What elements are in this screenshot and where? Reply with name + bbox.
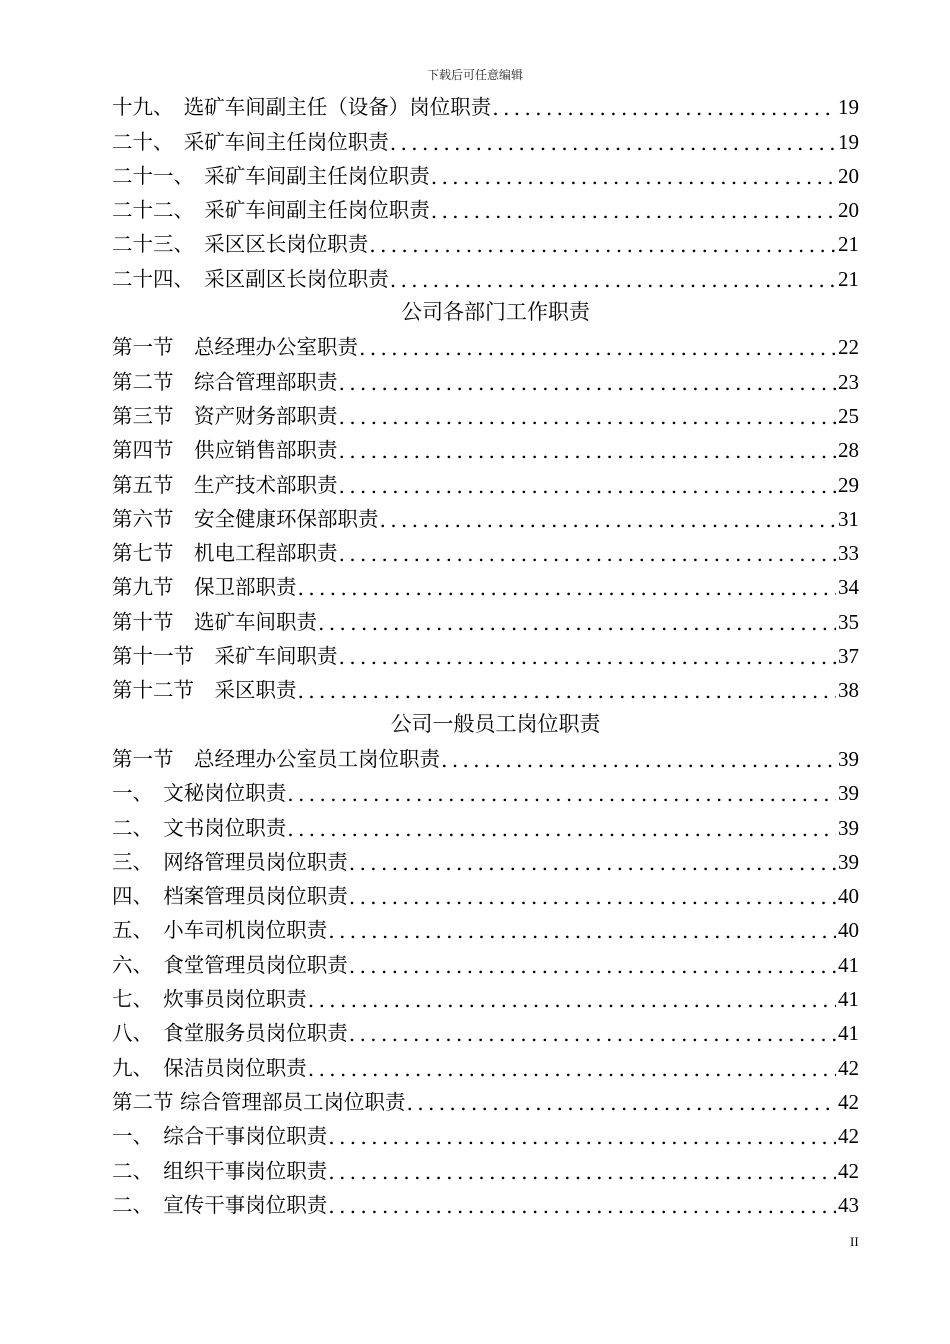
toc-entry[interactable] [112, 566, 859, 600]
toc-leader-dots [430, 199, 836, 223]
toc-leader-dots [406, 1091, 836, 1115]
toc-entry[interactable] [112, 1149, 859, 1183]
toc-entry[interactable] [112, 875, 859, 909]
toc-section-heading [112, 703, 859, 737]
toc-entry-page: 39 [838, 815, 859, 840]
toc-entry[interactable] [112, 360, 859, 394]
toc-entry[interactable] [112, 120, 859, 154]
toc-entry[interactable] [112, 155, 859, 189]
toc-entry-title: 二十一、 采矿车间副主任岗位职责 [112, 163, 430, 188]
toc-entry-title: 三、 网络管理员岗位职责 [112, 849, 348, 874]
toc-entry-title: 八、 食堂服务员岗位职责 [112, 1021, 348, 1046]
toc-leader-dots [338, 439, 837, 463]
toc-entry-title: 第二节 综合管理部职责 [112, 369, 338, 394]
toc-entry-page: 19 [838, 129, 859, 154]
toc-entry[interactable] [112, 909, 859, 943]
toc-entry-page: 40 [838, 918, 859, 943]
toc-entry[interactable] [112, 429, 859, 463]
toc-entry[interactable] [112, 1012, 859, 1046]
toc-entry-page: 42 [838, 1158, 859, 1183]
toc-entry[interactable] [112, 326, 859, 360]
toc-entry[interactable] [112, 189, 859, 223]
toc-entry[interactable] [112, 772, 859, 806]
toc-section-heading [112, 292, 859, 326]
toc-entry-page: 29 [838, 472, 859, 497]
toc-entry[interactable] [112, 395, 859, 429]
toc-entry[interactable] [112, 223, 859, 257]
toc-entry-title: 一、 综合干事岗位职责 [112, 1124, 328, 1149]
toc-entry[interactable] [112, 257, 859, 291]
toc-entry[interactable] [112, 1046, 859, 1080]
toc-leader-dots [491, 96, 836, 120]
toc-entry-page: 38 [838, 678, 859, 703]
toc-entry[interactable] [112, 738, 859, 772]
toc-leader-dots [307, 988, 836, 1012]
page-header: 下载后可任意编辑 [426, 68, 523, 82]
toc-leader-dots [389, 268, 836, 292]
toc-entry[interactable] [112, 806, 859, 840]
toc-entry[interactable] [112, 532, 859, 566]
toc-entry-page: 33 [838, 541, 859, 566]
toc-leader-dots [348, 885, 836, 909]
footer-page-number: II [850, 1234, 859, 1249]
toc-entry[interactable] [112, 841, 859, 875]
toc-entry[interactable] [112, 463, 859, 497]
toc-entry[interactable] [112, 86, 859, 120]
toc-leader-dots [368, 233, 836, 257]
toc-entry[interactable] [112, 943, 859, 977]
toc-entry-title: 第四节 供应销售部职责 [112, 438, 338, 463]
toc-leader-dots [358, 336, 836, 360]
toc-entry-title: 第十节 选矿车间职责 [112, 609, 317, 634]
toc-entry-title: 第七节 机电工程部职责 [112, 541, 338, 566]
toc-entry-title: 十九、 选矿车间副主任（设备）岗位职责 [112, 95, 492, 120]
toc-entry-title: 第一节 总经理办公室员工岗位职责 [112, 746, 440, 771]
toc-leader-dots [379, 508, 837, 532]
toc-entry-title: 第九节 保卫部职责 [112, 575, 297, 600]
toc-entry-title: 第二节 综合管理部员工岗位职责 [112, 1089, 406, 1114]
toc-leader-dots [327, 1194, 836, 1218]
toc-entry-title: 二十二、 采矿车间副主任岗位职责 [112, 198, 430, 223]
toc-entry-title: 二、 文书岗位职责 [112, 815, 287, 840]
toc-leader-dots [389, 131, 836, 155]
toc-leader-dots [327, 1125, 836, 1149]
toc-leader-dots [297, 679, 837, 703]
toc-entry-page: 42 [838, 1055, 859, 1080]
toc-entry[interactable] [112, 600, 859, 634]
toc-leader-dots [338, 474, 837, 498]
toc-entry-page: 23 [838, 369, 859, 394]
table-of-contents [112, 86, 859, 1218]
toc-entry-title: 七、 炊事员岗位职责 [112, 987, 307, 1012]
toc-entry-page: 22 [838, 335, 859, 360]
toc-entry-page: 19 [838, 95, 859, 120]
toc-leader-dots [348, 1022, 836, 1046]
toc-entry-title: 六、 食堂管理员岗位职责 [112, 952, 348, 977]
toc-entry-page: 40 [838, 884, 859, 909]
toc-entry-page: 20 [838, 198, 859, 223]
toc-leader-dots [317, 611, 836, 635]
toc-leader-dots [286, 817, 836, 841]
toc-leader-dots [430, 165, 836, 189]
toc-entry[interactable] [112, 635, 859, 669]
toc-leader-dots [286, 782, 836, 806]
toc-entry-title: 第五节 生产技术部职责 [112, 472, 338, 497]
toc-leader-dots [338, 645, 837, 669]
toc-entry-page: 41 [838, 1021, 859, 1046]
toc-entry[interactable] [112, 1115, 859, 1149]
toc-leader-dots [348, 851, 836, 875]
toc-leader-dots [327, 1160, 836, 1184]
toc-entry-page: 42 [838, 1124, 859, 1149]
toc-entry-page: 41 [838, 987, 859, 1012]
toc-entry-title: 二十、 采矿车间主任岗位职责 [112, 129, 389, 154]
toc-entry-page: 39 [838, 781, 859, 806]
toc-entry[interactable] [112, 978, 859, 1012]
toc-section-heading-text: 公司一般员工岗位职责 [390, 711, 601, 736]
toc-entry[interactable] [112, 1081, 859, 1115]
toc-entry-page: 21 [838, 232, 859, 257]
toc-entry-page: 31 [838, 506, 859, 531]
toc-leader-dots [307, 1057, 836, 1081]
toc-entry-page: 21 [838, 266, 859, 291]
toc-entry-title: 第三节 资产财务部职责 [112, 403, 338, 428]
toc-entry-title: 第十二节 采区职责 [112, 678, 297, 703]
toc-entry-page: 39 [838, 849, 859, 874]
toc-leader-dots [327, 919, 836, 943]
toc-leader-dots [338, 405, 837, 429]
toc-entry-page: 34 [838, 575, 859, 600]
toc-entry-title: 九、 保洁员岗位职责 [112, 1055, 307, 1080]
toc-section-heading-text: 公司各部门工作职责 [401, 300, 590, 325]
toc-entry-title: 二十三、 采区区长岗位职责 [112, 232, 369, 257]
toc-entry-page: 39 [838, 746, 859, 771]
toc-entry[interactable] [112, 669, 859, 703]
toc-entry-title: 二十四、 采区副区长岗位职责 [112, 266, 389, 291]
toc-entry-page: 25 [838, 403, 859, 428]
toc-leader-dots [338, 371, 837, 395]
toc-leader-dots [338, 542, 837, 566]
toc-entry-title: 一、 文秘岗位职责 [112, 781, 287, 806]
toc-entry-page: 42 [838, 1089, 859, 1114]
toc-entry[interactable] [112, 498, 859, 532]
toc-entry-page: 37 [838, 644, 859, 669]
toc-entry-page: 35 [838, 609, 859, 634]
toc-leader-dots [440, 748, 836, 772]
toc-entry-page: 20 [838, 163, 859, 188]
toc-entry-page: 43 [838, 1192, 859, 1217]
toc-entry-title: 第六节 安全健康环保部职责 [112, 506, 379, 531]
toc-entry[interactable] [112, 1184, 859, 1218]
toc-entry-title: 五、 小车司机岗位职责 [112, 918, 328, 943]
toc-entry-title: 二、 组织干事岗位职责 [112, 1158, 328, 1183]
toc-entry-title: 二、 宣传干事岗位职责 [112, 1192, 328, 1217]
toc-entry-title: 第十一节 采矿车间职责 [112, 644, 338, 669]
toc-entry-page: 28 [838, 438, 859, 463]
toc-leader-dots [297, 576, 837, 600]
toc-entry-page: 41 [838, 952, 859, 977]
toc-leader-dots [348, 954, 836, 978]
toc-entry-title: 四、 档案管理员岗位职责 [112, 884, 348, 909]
toc-entry-title: 第一节 总经理办公室职责 [112, 335, 358, 360]
